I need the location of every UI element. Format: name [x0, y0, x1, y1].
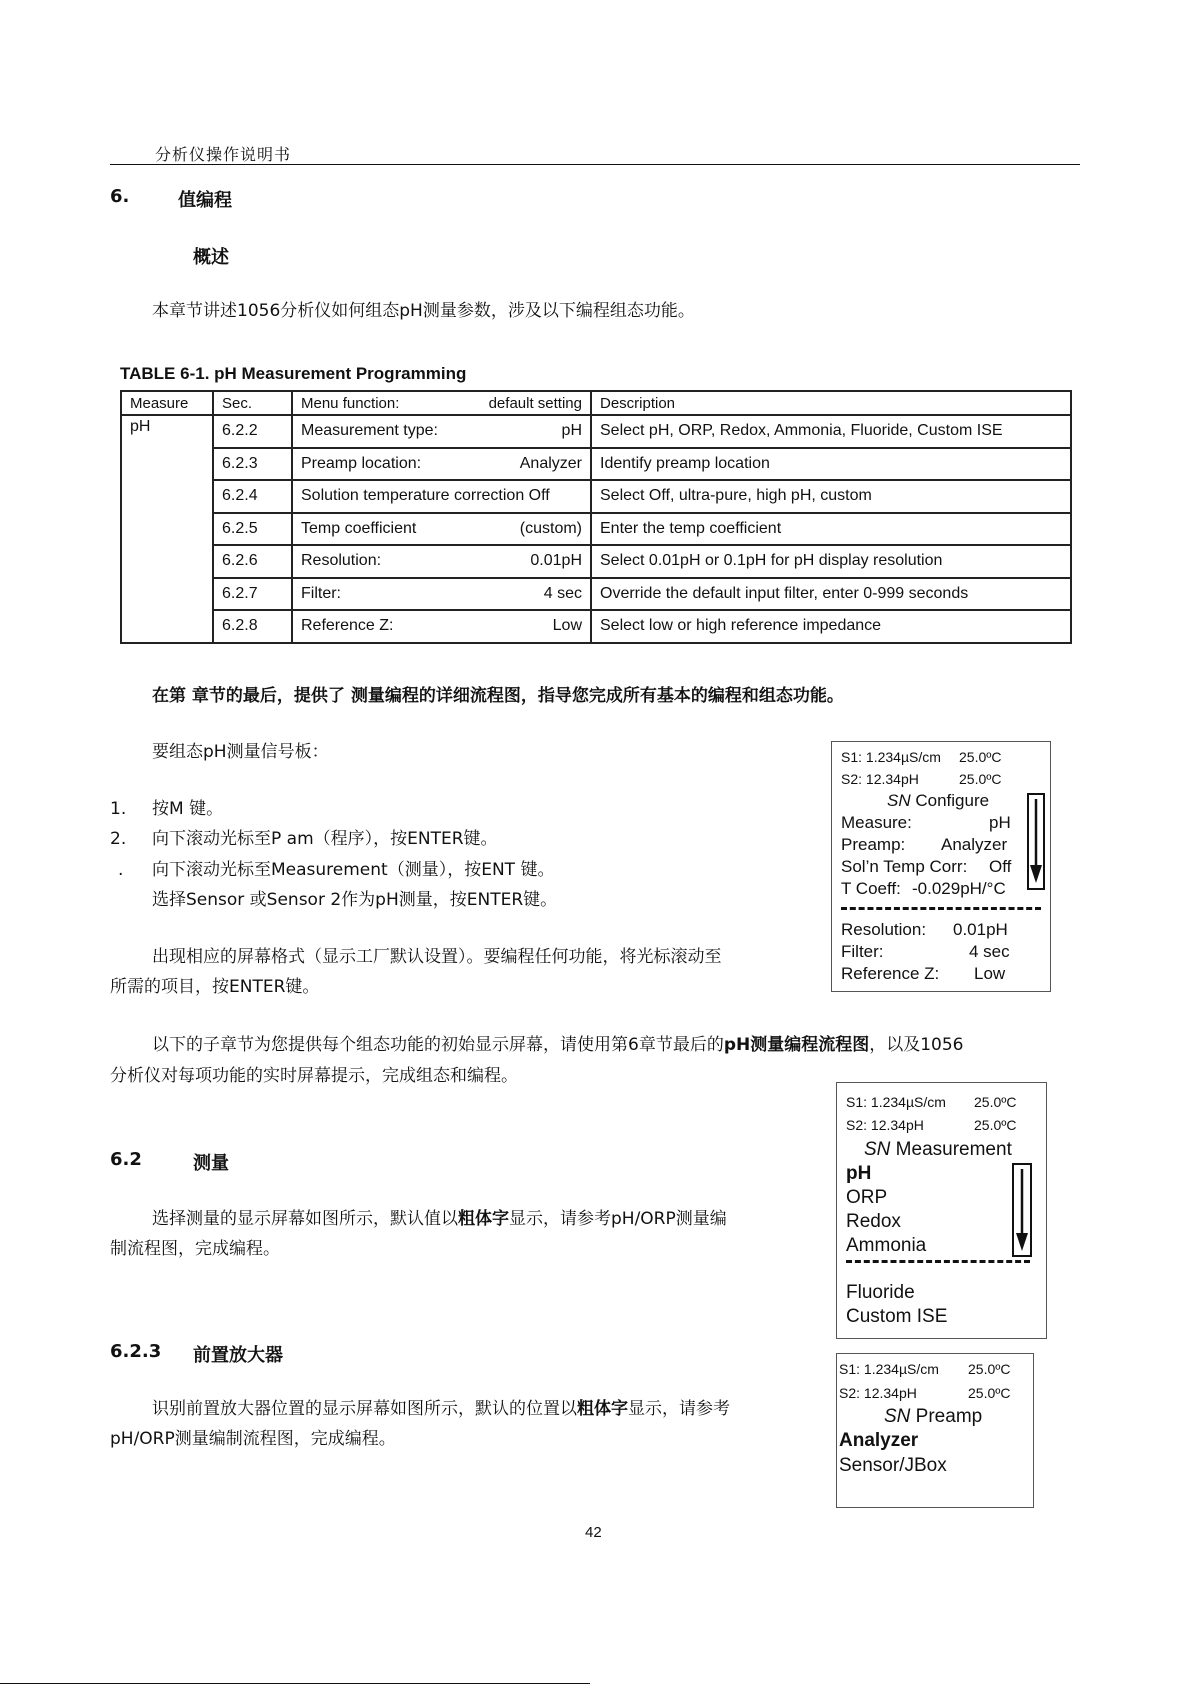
table-row — [121, 578, 1071, 611]
sensor1-temp: 25.0ºC — [959, 749, 1002, 765]
sec-cell: 6.2.4 — [213, 480, 292, 513]
scroll-down-arrow-icon — [1027, 793, 1045, 890]
default-setting: 0.01pH — [530, 552, 582, 570]
menu-line-value: -0.029pH/°C — [912, 879, 1006, 898]
sec-cell: 6.2.8 — [213, 610, 292, 643]
overview-text: 本章节讲述1056分析仪如何组态pH测量参数，涉及以下编程组态功能。 — [152, 301, 695, 321]
subsection-text: 以下的子章节为您提供每个组态功能的初始显示屏幕，请使用第6章节最后的 — [152, 1035, 724, 1055]
default-setting: Analyzer — [519, 454, 582, 472]
description-cell: Identify preamp location — [591, 448, 1071, 481]
menu-cell — [292, 545, 591, 578]
menu-line-value: 0.01pH — [953, 920, 1008, 939]
option: ORP — [846, 1187, 888, 1208]
default-setting: Low — [552, 617, 582, 635]
step-text: 选择Sensor 或Sensor 2作为pH测量，按ENTER键。 — [152, 890, 558, 910]
sec-cell: 6.2.3 — [213, 448, 292, 481]
menu-cell — [292, 610, 591, 643]
sec-cell: 6.2.7 — [213, 578, 292, 611]
page-number: 42 — [585, 1524, 602, 1541]
config-intro: 要组态pH测量信号板： — [152, 742, 329, 762]
menu-function: Resolution: — [301, 552, 382, 570]
screen-title-text: Preamp — [910, 1406, 983, 1427]
sec-cell: 6.2.5 — [213, 513, 292, 546]
screen-title — [864, 1139, 1012, 1161]
menu-cell — [292, 578, 591, 611]
description-cell: Select pH, ORP, Redox, Ammonia, Fluoride, Custom ISE — [591, 415, 1071, 448]
step-text: 向下滚动光标至P am（程序），按ENTER键。 — [152, 829, 498, 849]
lcd-preamp-screen — [836, 1353, 1034, 1508]
screen-paragraph-line1: 出现相应的屏幕格式（显示工厂默认设置）。要编程任何功能，将光标滚动至 — [152, 947, 722, 967]
table-row — [121, 610, 1071, 643]
section-6-2-text-line2: 制流程图，完成编程。 — [110, 1239, 280, 1259]
option-selected: Analyzer — [839, 1430, 919, 1451]
screen-title — [884, 1406, 982, 1428]
col-header-description: Description — [591, 391, 1071, 415]
menu-function: Preamp location: — [301, 454, 422, 472]
section-6-2-3-title: 前置放大器 — [193, 1345, 283, 1366]
sn-label: SN — [887, 791, 911, 810]
overview-heading: 概述 — [193, 247, 229, 268]
default-setting-label: default setting — [488, 394, 582, 412]
default-setting: (custom) — [519, 519, 582, 537]
ph-measurement-table — [120, 390, 1072, 644]
table-row — [121, 448, 1071, 481]
section-6-2-number: 6.2 — [110, 1149, 142, 1170]
bold-font-reference: 粗体字 — [458, 1209, 509, 1229]
menu-line-value: Off — [989, 857, 1012, 876]
default-setting: 4 sec — [543, 584, 582, 602]
sensor2-reading: S2: 12.34pH — [839, 1385, 917, 1401]
section-title: 值编程 — [178, 190, 232, 211]
menu-cell — [292, 415, 591, 448]
description-cell: Enter the temp coefficient — [591, 513, 1071, 546]
sensor2-temp: 25.0ºC — [959, 771, 1002, 787]
text-span: 识别前置放大器位置的显示屏幕如图所示，默认的位置以 — [152, 1399, 577, 1419]
step-number: 1. — [110, 799, 127, 819]
sn-label: SN — [864, 1139, 891, 1160]
table-header-row — [121, 391, 1071, 415]
menu-function: Temp coefficient — [301, 519, 417, 537]
screen-title — [887, 791, 989, 811]
sec-cell: 6.2.6 — [213, 545, 292, 578]
col-header-measure: Measure — [121, 391, 213, 415]
default-setting: pH — [561, 422, 582, 440]
section-number: 6. — [110, 186, 130, 207]
sensor2-reading: S2: 12.34pH — [846, 1117, 924, 1133]
menu-line-label: Filter: — [841, 942, 884, 961]
lcd-measurement-screen — [836, 1082, 1047, 1339]
menu-line-label: Resolution: — [841, 920, 927, 939]
menu-function: Filter: — [301, 584, 341, 602]
menu-line-value: 4 sec — [969, 942, 1010, 961]
menu-cell — [292, 480, 591, 513]
subsection-paragraph-line1 — [152, 1030, 964, 1061]
measure-cell: pH — [121, 415, 213, 643]
menu-function: Measurement type: — [301, 422, 438, 440]
sensor1-temp: 25.0ºC — [974, 1094, 1017, 1110]
screen-paragraph-line2: 所需的项目，按ENTER键。 — [110, 977, 320, 997]
description-cell: Select Off, ultra-pure, high pH, custom — [591, 480, 1071, 513]
sensor1-reading: S1: 1.234µS/cm — [841, 749, 941, 765]
menu-function: Reference Z: — [301, 617, 394, 635]
step-text: 按M 键。 — [152, 799, 224, 819]
bold-font-reference: 粗体字 — [577, 1399, 628, 1419]
option-selected: pH — [846, 1163, 872, 1184]
option: Custom ISE — [846, 1306, 948, 1327]
table-row — [121, 513, 1071, 546]
screen-divider — [846, 1260, 1030, 1263]
section-6-2-title: 测量 — [193, 1153, 229, 1174]
sn-label: SN — [884, 1406, 911, 1427]
section-6-2-3-text-line2: pH/ORP测量编制流程图，完成编程。 — [110, 1429, 396, 1449]
option: Ammonia — [846, 1235, 927, 1256]
footer-rule — [0, 1683, 590, 1684]
screen-title-text: Configure — [910, 791, 990, 810]
menu-line-value: Analyzer — [941, 835, 1008, 854]
section-6-2-text-line1 — [152, 1204, 727, 1235]
sensor2-reading: S2: 12.34pH — [841, 771, 919, 787]
table-title: TABLE 6-1. pH Measurement Programming — [120, 364, 467, 383]
lcd-configure-screen — [831, 741, 1051, 992]
option: Fluoride — [846, 1282, 915, 1303]
col-header-sec: Sec. — [213, 391, 292, 415]
sensor2-temp: 25.0ºC — [974, 1117, 1017, 1133]
menu-cell — [292, 448, 591, 481]
option: Sensor/JBox — [839, 1455, 947, 1476]
description-cell: Select low or high reference impedance — [591, 610, 1071, 643]
sensor2-temp: 25.0ºC — [968, 1385, 1011, 1401]
option: Redox — [846, 1211, 901, 1232]
menu-line-label: Preamp: — [841, 835, 906, 854]
menu-line-label: Measure: — [841, 813, 912, 832]
flowchart-reference: pH测量编程流程图 — [723, 1035, 870, 1055]
document-header-title: 分析仪操作说明书 — [155, 145, 292, 164]
sensor1-reading: S1: 1.234µS/cm — [839, 1361, 939, 1377]
col-header-menu — [292, 391, 591, 415]
step-number: 2. — [110, 829, 127, 849]
section-6-2-3-number: 6.2.3 — [110, 1341, 162, 1362]
menu-line-value: Low — [974, 964, 1006, 983]
flowchart-summary: 在第 章节的最后，提供了 测量编程的详细流程图，指导您完成所有基本的编程和组态功能。 — [152, 686, 844, 706]
menu-function: Solution temperature correction Off — [301, 487, 550, 505]
sensor1-reading: S1: 1.234µS/cm — [846, 1094, 946, 1110]
menu-line-label: T Coeff: — [841, 879, 901, 898]
step-number: . — [118, 860, 124, 880]
text-span: 显示，请参考 — [628, 1399, 730, 1419]
scroll-down-arrow-icon — [1012, 1163, 1032, 1257]
sec-cell: 6.2.2 — [213, 415, 292, 448]
screen-divider — [841, 907, 1041, 910]
text-span: 选择测量的显示屏幕如图所示，默认值以 — [152, 1209, 458, 1229]
sensor1-temp: 25.0ºC — [968, 1361, 1011, 1377]
menu-function-label: Menu function: — [301, 394, 400, 412]
description-cell: Select 0.01pH or 0.1pH for pH display resolution — [591, 545, 1071, 578]
table-row — [121, 480, 1071, 513]
table-row — [121, 415, 1071, 448]
menu-cell — [292, 513, 591, 546]
screen-title-text: Measurement — [890, 1139, 1012, 1160]
step-text: 向下滚动光标至Measurement（测量），按ENT 键。 — [152, 860, 555, 880]
description-cell: Override the default input filter, enter 0-999 seconds — [591, 578, 1071, 611]
subsection-text-end: ，以及1056 — [869, 1035, 964, 1055]
section-6-2-3-text-line1 — [152, 1394, 730, 1425]
table-row — [121, 545, 1071, 578]
menu-line-value: pH — [989, 813, 1011, 832]
menu-line-label: Reference Z: — [841, 964, 940, 983]
header-divider — [110, 164, 1080, 165]
menu-line-label: Sol’n Temp Corr: — [841, 857, 968, 876]
text-span: 显示，请参考pH/ORP测量编 — [509, 1209, 727, 1229]
subsection-paragraph-line2: 分析仪对每项功能的实时屏幕提示，完成组态和编程。 — [110, 1066, 518, 1086]
